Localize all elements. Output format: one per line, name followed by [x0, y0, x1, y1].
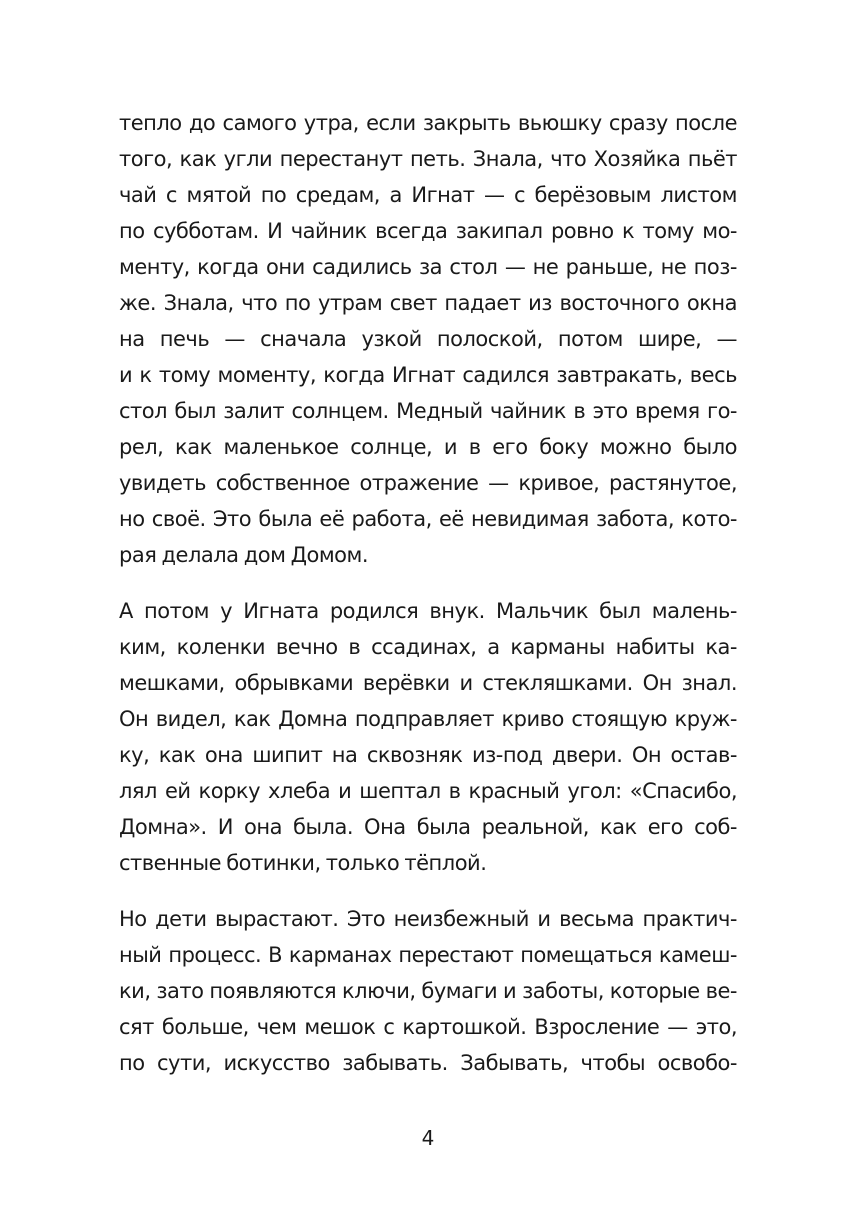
paragraph-line: ким, коленки вечно в ссадинах, а карманы набиты ка- [119, 635, 737, 659]
paragraph-line: рел, как маленькое солнце, и в его боку можно было [119, 435, 737, 459]
paragraph-1 [119, 105, 737, 573]
paragraph-line: сят больше, чем мешок с картошкой. Взросление — это, [119, 1015, 737, 1039]
paragraph-line: ный процесс. В карманах перестают помещаться камеш- [119, 943, 737, 967]
paragraph-line: Он видел, как Домна подправляет криво стоящую круж- [119, 707, 737, 731]
paragraph-line: ку, как она шипит на сквозняк из-под двери. Он остав- [119, 743, 737, 767]
paragraph-line: увидеть собственное отражение — кривое, растянутое, [119, 471, 737, 495]
paragraph-line: стол был залит солнцем. Медный чайник в это время го- [119, 399, 737, 423]
paragraph-line: Домна». И она была. Она была реальной, как его соб- [119, 815, 737, 839]
paragraph-line: лял ей корку хлеба и шептал в красный угол: «Спасибо, [119, 779, 737, 803]
paragraph-line: на печь — сначала узкой полоской, потом шире, — [119, 327, 737, 351]
page-number: 4 [421, 1126, 435, 1150]
paragraph-line: ственные ботинки, только тёплой. [119, 851, 487, 875]
paragraph-line: по субботам. И чайник всегда закипал ровно к тому мо- [119, 219, 737, 243]
paragraph-line: тепло до самого утра, если закрыть вьюшку сразу после [119, 111, 737, 135]
paragraph-line: ки, зато появляются ключи, бумаги и заботы, которые ве- [119, 979, 737, 1003]
paragraph-line: и к тому моменту, когда Игнат садился завтракать, весь [119, 363, 737, 387]
paragraph-line: мешками, обрывками верёвки и стекляшками. Он знал. [119, 671, 737, 695]
paragraph-line: но своё. Это была её работа, её невидимая забота, кото- [119, 507, 737, 531]
paragraph-line: чай с мятой по средам, а Игнат — с берёзовым листом [119, 183, 737, 207]
paragraph-line: по сути, искусство забывать. Забывать, чтобы освобо- [119, 1051, 737, 1075]
paragraph-line: А потом у Игната родился внук. Мальчик был малень- [119, 599, 737, 623]
paragraph-3 [119, 901, 737, 1081]
paragraph-line: того, как угли перестанут петь. Знала, что Хозяйка пьёт [119, 147, 737, 171]
paragraph-line: рая делала дом Домом. [119, 543, 369, 567]
paragraph-line: же. Знала, что по утрам свет падает из восточного окна [119, 291, 737, 315]
paragraph-2 [119, 593, 737, 881]
paragraph-line: Но дети вырастают. Это неизбежный и весьма практич- [119, 907, 737, 931]
paragraph-line: менту, когда они садились за стол — не раньше, не поз- [119, 255, 737, 279]
